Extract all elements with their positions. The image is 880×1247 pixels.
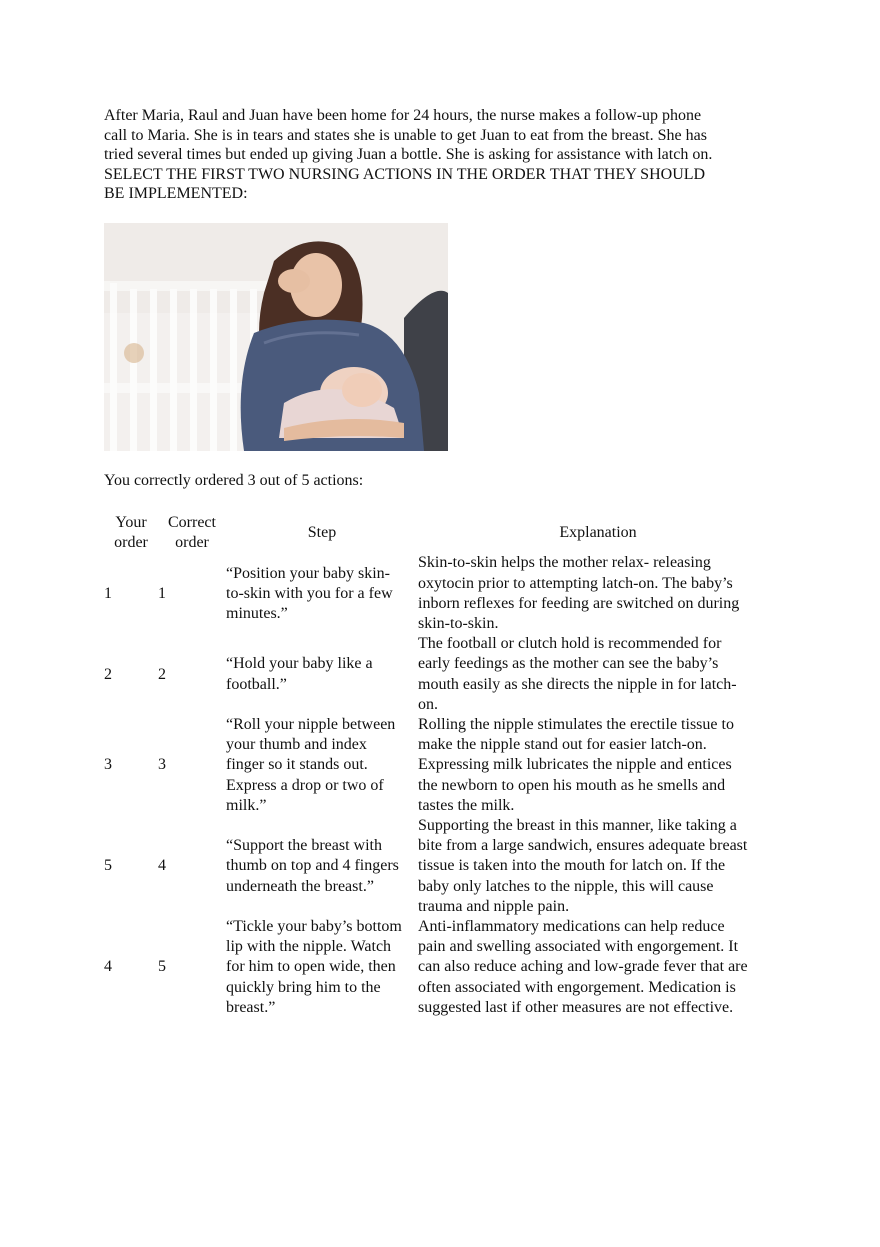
correct-order-cell: 5 <box>158 958 166 976</box>
correct-order-cell: 3 <box>158 756 166 774</box>
your-order-cell: 3 <box>104 756 112 774</box>
tired-mother-with-baby-photo <box>104 223 448 451</box>
ordering-results-table <box>104 513 778 1018</box>
your-order-cell: 4 <box>104 958 112 976</box>
intro-line: tried several times but ended up giving Juan a bottle. She is asking for assistance with latch on. <box>104 146 713 163</box>
header-correct-order: Correct order <box>168 514 216 552</box>
explanation-cell: Skin-to-skin helps the mother relax- releasing oxytocin prior to attempting latch-on. The baby’s inborn reflexes for feeding are switched on during skin-to-skin. <box>418 554 740 633</box>
explanation-cell: Supporting the breast in this manner, like taking a bite from a large sandwich, ensures adequate breast tissue is taken into the mouth for latch on. If the baby only latches to the nipple, this will cause trauma and nipple pain. <box>418 817 748 915</box>
correct-order-cell: 4 <box>158 857 166 875</box>
step-cell: “Position your baby skin- to-skin with you for a few minutes.” <box>226 564 393 622</box>
table-row <box>104 917 778 1018</box>
header-explanation: Explanation <box>559 524 637 542</box>
intro-line: BE IMPLEMENTED: <box>104 185 248 202</box>
explanation-cell: Rolling the nipple stimulates the erectile tissue to make the nipple stand out for easier latch-on. Expressing milk lubricates the nipple and entices the newborn to open his mouth as he smells and tastes the milk. <box>418 716 734 814</box>
header-your-order: Your order <box>114 514 148 552</box>
step-cell: “Tickle your baby’s bottom lip with the nipple. Watch for him to open wide, then quickly bring him to the breast.” <box>226 918 402 1016</box>
intro-line: call to Maria. She is in tears and states she is unable to get Juan to eat from the breast. She has <box>104 126 707 144</box>
correct-order-cell: 1 <box>158 584 166 602</box>
table-row <box>104 816 778 917</box>
table-header-row <box>104 513 778 553</box>
step-cell: “Roll your nipple between your thumb and index finger so it stands out. Express a drop or two of milk.” <box>226 716 396 814</box>
intro-paragraph <box>104 106 784 204</box>
explanation-cell: Anti-inflammatory medications can help reduce pain and swelling associated with engorgement. It can also reduce aching and low-grade fever that are often associated with engorgement. Medication is suggested last if other measures are not effective. <box>418 918 748 1016</box>
your-order-cell: 2 <box>104 665 112 683</box>
header-step: Step <box>307 524 337 542</box>
your-order-cell: 5 <box>104 857 112 875</box>
table-row <box>104 553 778 634</box>
step-cell: “Hold your baby like a football.” <box>226 655 373 693</box>
correct-order-cell: 2 <box>158 665 166 683</box>
intro-line: After Maria, Raul and Juan have been home for 24 hours, the nurse makes a follow-up phone <box>104 107 702 124</box>
step-cell: “Support the breast with thumb on top and 4 fingers underneath the breast.” <box>226 837 399 895</box>
photo-illustration <box>104 223 448 451</box>
explanation-cell: The football or clutch hold is recommended for early feedings as the mother can see the baby’s mouth easily as she directs the nipple in for latch- on. <box>418 635 737 713</box>
your-order-cell: 1 <box>104 584 112 602</box>
intro-line: SELECT THE FIRST TWO NURSING ACTIONS IN THE ORDER THAT THEY SHOULD <box>104 165 706 183</box>
table-row <box>104 634 778 715</box>
table-row <box>104 715 778 816</box>
score-summary: You correctly ordered 3 out of 5 actions: <box>104 472 364 489</box>
